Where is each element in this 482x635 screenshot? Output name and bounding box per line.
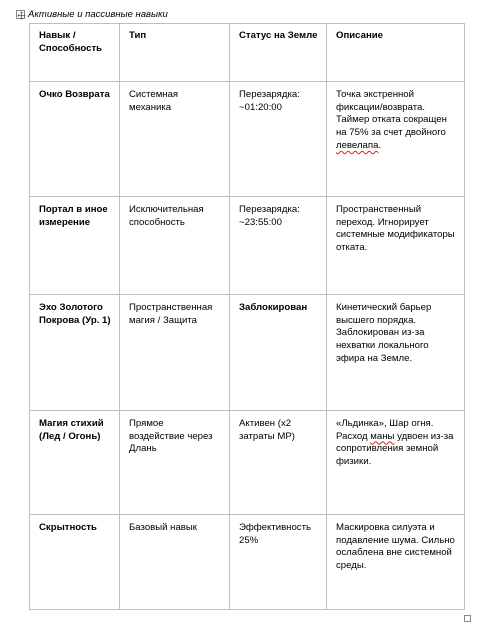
skill-description[interactable] [327, 82, 465, 197]
skill-status[interactable]: Заблокирован [230, 295, 327, 411]
table-caption: Активные и пассивные навыки [28, 9, 168, 20]
header-description[interactable]: Описание [327, 24, 465, 82]
table-resize-handle-icon[interactable] [464, 615, 471, 622]
description-text-end: удвоен из-за сопротивления земной физики. [336, 430, 454, 468]
skill-name[interactable]: Эхо Золотого Покрова (Ур. 1) [30, 295, 120, 411]
table-row [30, 295, 465, 411]
spelling-flagged-word[interactable]: маны [370, 430, 395, 442]
skill-status[interactable]: Эффективность 25% [230, 515, 327, 610]
spelling-flagged-word[interactable]: левелапа [336, 139, 379, 151]
skill-description[interactable]: Пространственный переход. Игнорирует системные модификаторы отката. [327, 197, 465, 295]
header-status[interactable]: Статус на Земле [230, 24, 327, 82]
skill-description[interactable]: Маскировка силуэта и подавление шума. Сильно ослаблена вне системной среды. [327, 515, 465, 610]
skill-type[interactable]: Пространственная магия / Защита [120, 295, 230, 411]
skill-type[interactable]: Системная механика [120, 82, 230, 197]
description-text-end: . [378, 139, 382, 151]
skill-status[interactable]: Перезарядка: ~23:55:00 [230, 197, 327, 295]
table-row [30, 411, 465, 515]
skill-type[interactable]: Прямое воздействие через Длань [120, 411, 230, 515]
skill-description[interactable] [327, 411, 465, 515]
description-text: «Льдинка», Шар огня. Расход [336, 418, 434, 442]
table-row [30, 82, 465, 197]
header-skill[interactable]: Навык / Способность [30, 24, 120, 82]
header-type[interactable]: Тип [120, 24, 230, 82]
skill-name[interactable]: Очко Возврата [30, 82, 120, 197]
skill-name[interactable]: Портал в иное измерение [30, 197, 120, 295]
skill-type[interactable]: Базовый навык [120, 515, 230, 610]
skill-name[interactable]: Магия стихий (Лед / Огонь) [30, 411, 120, 515]
table-move-handle-icon[interactable] [16, 10, 25, 19]
skill-type[interactable]: Исключительная способность [120, 197, 230, 295]
description-text: Точка экстренной фиксации/возврата. Таймер отката сокращен на 75% за счет двойного [336, 89, 447, 139]
skill-status[interactable]: Перезарядка: ~01:20:00 [230, 82, 327, 197]
skill-status[interactable]: Активен (х2 затраты МР) [230, 411, 327, 515]
table-header-row [30, 24, 465, 82]
table-row [30, 197, 465, 295]
skill-description[interactable]: Кинетический барьер высшего порядка. Заблокирован из-за нехватки локального эфира на Земле. [327, 295, 465, 411]
table-row [30, 515, 465, 610]
skill-name[interactable]: Скрытность [30, 515, 120, 610]
skills-table [29, 23, 465, 610]
